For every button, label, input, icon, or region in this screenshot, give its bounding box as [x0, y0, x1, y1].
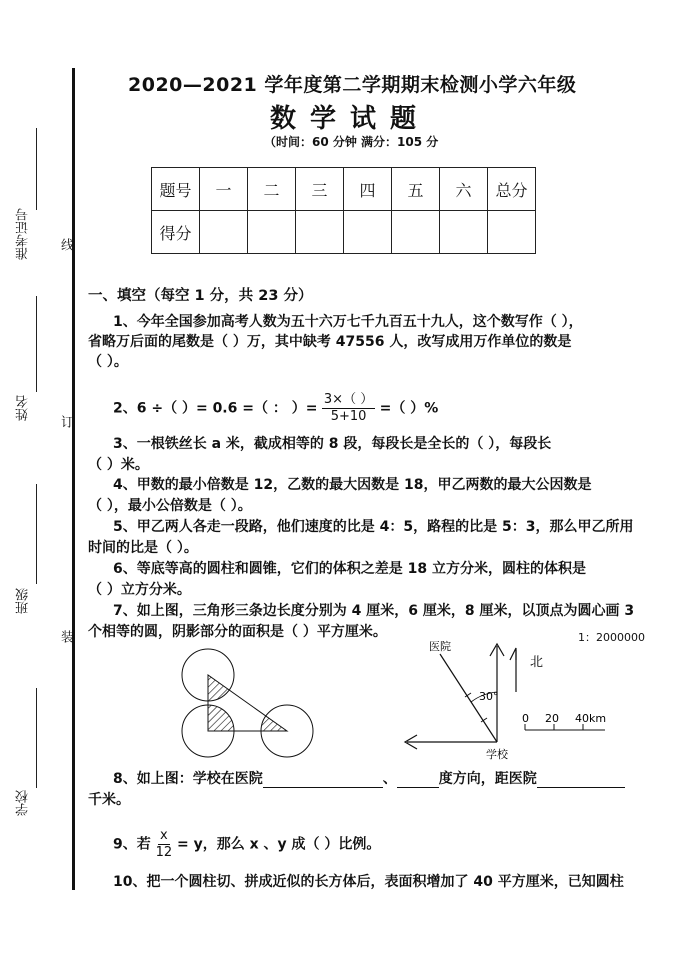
north-label: 北	[530, 655, 544, 670]
hospital-label: 医院	[429, 640, 451, 653]
scale-tick-0: 0	[522, 712, 529, 725]
q7-line2: 个相等的圆，阴影部分的面积是（ ）平方厘米。	[88, 624, 387, 640]
q4-line1: 4、甲数的最小倍数是 12，乙数的最大因数是 18，甲乙两数的最大公因数是	[113, 477, 592, 493]
exam-subtitle: （时间：60 分钟 满分：105 分	[264, 135, 439, 149]
score-cell: 题号	[152, 168, 200, 211]
q2-numerator: 3×（ ）	[323, 392, 374, 407]
binding-line	[72, 68, 75, 890]
class-label: 班级	[16, 588, 31, 614]
binding-mark-zhuang: 装	[58, 630, 73, 643]
q2-part-a: 2、6 ÷（ ）= 0.6 =（ ： ）=	[113, 400, 318, 417]
q3-line1: 3、一根铁丝长 a 米，截成相等的 8 段，每段长是全长的（ ），每段长	[113, 436, 552, 452]
q9-denominator: 12	[155, 845, 173, 860]
name-label: 姓名	[16, 395, 31, 421]
q9-line	[113, 828, 380, 861]
score-table-header-row	[152, 168, 536, 211]
q8-blank-1[interactable]	[263, 771, 383, 788]
q5-line2: 时间的比是（ ）。	[88, 540, 198, 556]
q8-part-b: 、	[382, 771, 397, 787]
q8-line1	[113, 768, 625, 788]
score-table	[151, 167, 536, 254]
score-cell: 一	[200, 168, 248, 211]
score-input-cell[interactable]	[296, 211, 344, 254]
score-cell: 得分	[152, 211, 200, 254]
score-input-cell[interactable]	[248, 211, 296, 254]
q1-line3: （ ）。	[88, 354, 128, 370]
exam-number-label: 准考证号	[16, 208, 31, 260]
scale-tick-20: 20	[545, 712, 559, 725]
name-blank[interactable]	[36, 296, 37, 392]
direction-map-figure	[395, 632, 625, 764]
q8-blank-2[interactable]	[397, 771, 439, 788]
q5-line1: 5、甲乙两人各走一段路，他们速度的比是 4：5，路程的比是 5：3，那么甲乙所用	[113, 519, 634, 535]
q8-part-c: 度方向，距医院	[438, 771, 537, 787]
score-input-cell[interactable]	[488, 211, 536, 254]
q8-blank-3[interactable]	[537, 771, 625, 788]
q9-part-a: 9、若	[113, 836, 151, 853]
q1-line2: 省略万后面的尾数是（ ）万，其中缺考 47556 人，改写成用万作单位的数是	[88, 334, 572, 350]
school-label: 学校	[16, 790, 31, 816]
score-cell: 三	[296, 168, 344, 211]
q7-line1: 7、如上图，三角形三条边长度分别为 4 厘米，6 厘米，8 厘米，以顶点为圆心画 3	[113, 603, 635, 619]
q4-line2: （ ），最小公倍数是（ ）。	[88, 498, 252, 514]
map-scale: 1：2000000	[578, 631, 645, 644]
binding-mark-xian: 线	[58, 238, 73, 251]
scale-tick-40km: 40km	[575, 712, 607, 725]
score-cell: 二	[248, 168, 296, 211]
q3-line2: （ ）米。	[88, 457, 149, 473]
q9-numerator: x	[160, 828, 168, 843]
angle-label: 30°	[479, 690, 499, 703]
class-blank[interactable]	[36, 484, 37, 584]
score-input-cell[interactable]	[440, 211, 488, 254]
section-1-title: 一、填空（每空 1 分，共 23 分）	[88, 288, 313, 304]
school-point-label: 学校	[486, 748, 508, 761]
score-cell: 五	[392, 168, 440, 211]
q6-line1: 6、等底等高的圆柱和圆锥，它们的体积之差是 18 立方分米，圆柱的体积是	[113, 561, 586, 577]
exam-number-blank[interactable]	[36, 128, 37, 210]
q2-line	[113, 392, 438, 425]
circles-triangle-figure	[170, 640, 320, 765]
q8-part-a: 8、如上图：学校在医院	[113, 771, 263, 787]
score-table-score-row	[152, 211, 536, 254]
score-input-cell[interactable]	[200, 211, 248, 254]
q9-part-b: = y，那么 x 、y 成（ ）比例。	[177, 836, 381, 853]
q2-part-b: =（ ）%	[379, 400, 439, 417]
q2-fraction	[322, 392, 375, 425]
school-blank[interactable]	[36, 688, 37, 788]
q8-line2: 千米。	[88, 792, 130, 808]
score-input-cell[interactable]	[392, 211, 440, 254]
score-cell: 总分	[488, 168, 536, 211]
binding-mark-ding: 订	[58, 415, 73, 428]
q10-line1: 10、把一个圆柱切、拼成近似的长方体后，表面积增加了 40 平方厘米，已知圆柱	[113, 874, 624, 890]
q6-line2: （ ）立方分米。	[88, 582, 191, 598]
q9-fraction	[156, 828, 173, 861]
exam-title: 2020—2021 学年度第二学期期末检测小学六年级	[128, 74, 577, 96]
score-cell: 六	[440, 168, 488, 211]
score-cell: 四	[344, 168, 392, 211]
subject-title: 数学试题	[270, 104, 431, 134]
q2-denominator: 5+10	[330, 409, 367, 424]
q1-line1: 1、今年全国参加高考人数为五十六万七千九百五十九人，这个数写作（ ），	[113, 314, 583, 330]
score-input-cell[interactable]	[344, 211, 392, 254]
